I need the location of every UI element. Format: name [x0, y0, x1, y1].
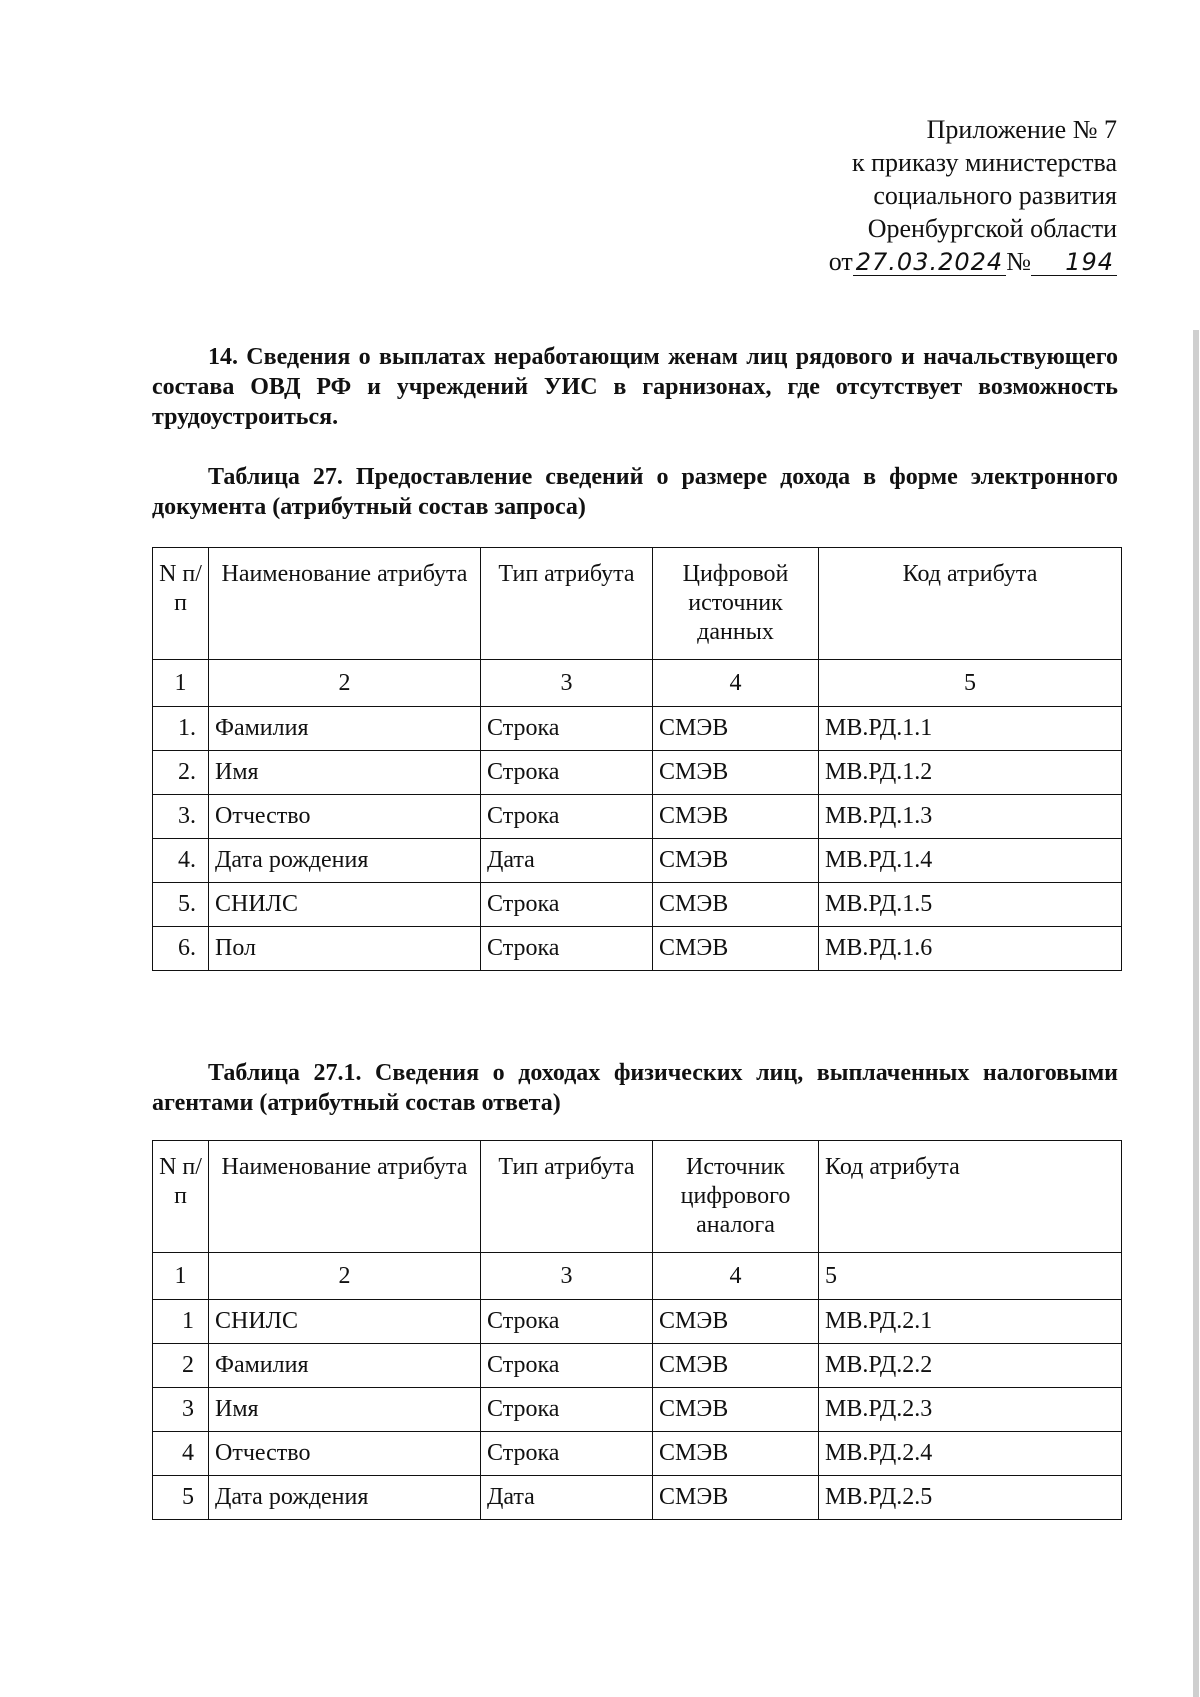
table-27-1-header-row	[153, 1141, 1122, 1253]
cell-attribute-name: Отчество	[209, 1432, 481, 1476]
column-number: 2	[209, 1253, 481, 1300]
cell-data-source: СМЭВ	[653, 1300, 819, 1344]
column-number: 5	[819, 660, 1122, 707]
cell-attribute-name: Пол	[209, 927, 481, 971]
cell-index: 1	[153, 1300, 209, 1344]
cell-data-source: СМЭВ	[653, 1432, 819, 1476]
from-prefix: от	[828, 247, 853, 276]
table-row	[153, 795, 1122, 839]
cell-data-source: СМЭВ	[653, 883, 819, 927]
cell-attribute-name: СНИЛС	[209, 883, 481, 927]
column-number: 1	[153, 1253, 209, 1300]
table-row	[153, 1344, 1122, 1388]
cell-data-source: СМЭВ	[653, 707, 819, 751]
cell-attribute-code: МВ.РД.1.3	[819, 795, 1122, 839]
cell-attribute-type: Строка	[481, 751, 653, 795]
table-row	[153, 1300, 1122, 1344]
table-row	[153, 1476, 1122, 1520]
cell-attribute-type: Строка	[481, 795, 653, 839]
table-27-column-numbers	[153, 660, 1122, 707]
cell-attribute-code: МВ.РД.2.4	[819, 1432, 1122, 1476]
cell-attribute-name: Дата рождения	[209, 1476, 481, 1520]
cell-index: 5.	[153, 883, 209, 927]
table-27-1-caption: Таблица 27.1. Сведения о доходах физических лиц, выплаченных налоговыми агентами (атрибутный состав ответа)	[152, 1060, 1118, 1116]
cell-attribute-type: Строка	[481, 1344, 653, 1388]
column-number: 5	[819, 1253, 1122, 1300]
table-row	[153, 927, 1122, 971]
section-heading: 14. Сведения о выплатах неработающим женам лиц рядового и начальствующего состава ОВД РФ и учреждений УИС в гарнизонах, где отсутствует возможность трудоустроиться.	[152, 344, 1118, 430]
appendix-line-2: к приказу министерства	[852, 148, 1117, 177]
cell-attribute-type: Строка	[481, 1388, 653, 1432]
cell-attribute-name: Дата рождения	[209, 839, 481, 883]
number-prefix: №	[1006, 247, 1031, 276]
column-number: 2	[209, 660, 481, 707]
header-cell: Тип атрибута	[481, 1141, 653, 1253]
cell-index: 1.	[153, 707, 209, 751]
cell-index: 6.	[153, 927, 209, 971]
column-number: 1	[153, 660, 209, 707]
cell-data-source: СМЭВ	[653, 1344, 819, 1388]
table-27	[152, 547, 1122, 971]
header-cell: Цифровой источник данных	[653, 548, 819, 660]
cell-index: 3.	[153, 795, 209, 839]
header-cell: Источник цифрового аналога	[653, 1141, 819, 1253]
cell-attribute-type: Строка	[481, 707, 653, 751]
cell-index: 4	[153, 1432, 209, 1476]
cell-attribute-type: Строка	[481, 1432, 653, 1476]
header-cell: N п/п	[153, 1141, 209, 1253]
cell-data-source: СМЭВ	[653, 751, 819, 795]
table-27-1	[152, 1140, 1122, 1520]
cell-attribute-name: Фамилия	[209, 707, 481, 751]
appendix-line-3: социального развития	[873, 181, 1117, 210]
cell-attribute-code: МВ.РД.1.2	[819, 751, 1122, 795]
cell-attribute-code: МВ.РД.1.5	[819, 883, 1122, 927]
cell-index: 2	[153, 1344, 209, 1388]
appendix-line-4: Оренбургской области	[867, 214, 1117, 243]
table-row	[153, 1432, 1122, 1476]
column-number: 4	[653, 1253, 819, 1300]
cell-attribute-code: МВ.РД.2.3	[819, 1388, 1122, 1432]
header-cell: N п/п	[153, 548, 209, 660]
handwritten-date: 27.03.2024	[853, 249, 1006, 276]
column-number: 4	[653, 660, 819, 707]
column-number: 3	[481, 660, 653, 707]
cell-attribute-code: МВ.РД.2.5	[819, 1476, 1122, 1520]
cell-data-source: СМЭВ	[653, 839, 819, 883]
table-row	[153, 1388, 1122, 1432]
cell-index: 5	[153, 1476, 209, 1520]
cell-attribute-name: Имя	[209, 751, 481, 795]
column-number: 3	[481, 1253, 653, 1300]
cell-attribute-name: Имя	[209, 1388, 481, 1432]
appendix-block	[829, 113, 1117, 278]
cell-attribute-code: МВ.РД.1.6	[819, 927, 1122, 971]
cell-attribute-type: Дата	[481, 1476, 653, 1520]
cell-attribute-code: МВ.РД.2.1	[819, 1300, 1122, 1344]
cell-attribute-code: МВ.РД.2.2	[819, 1344, 1122, 1388]
table-27-caption: Таблица 27. Предоставление сведений о размере дохода в форме электронного документа (атрибутный состав запроса)	[152, 464, 1118, 520]
header-cell: Наименование атрибута	[209, 1141, 481, 1253]
header-cell: Тип атрибута	[481, 548, 653, 660]
cell-attribute-name: СНИЛС	[209, 1300, 481, 1344]
table-row	[153, 883, 1122, 927]
appendix-line-1: Приложение № 7	[926, 115, 1117, 144]
table-row	[153, 751, 1122, 795]
cell-data-source: СМЭВ	[653, 1476, 819, 1520]
cell-attribute-name: Отчество	[209, 795, 481, 839]
table-27-header-row	[153, 548, 1122, 660]
header-cell: Код атрибута	[819, 1141, 1122, 1253]
cell-attribute-type: Строка	[481, 883, 653, 927]
cell-data-source: СМЭВ	[653, 927, 819, 971]
handwritten-number: 194	[1031, 249, 1117, 276]
table-row	[153, 707, 1122, 751]
cell-attribute-type: Строка	[481, 927, 653, 971]
cell-index: 2.	[153, 751, 209, 795]
cell-attribute-code: МВ.РД.1.4	[819, 839, 1122, 883]
cell-attribute-type: Строка	[481, 1300, 653, 1344]
order-date-number-line	[829, 245, 1117, 278]
cell-index: 3	[153, 1388, 209, 1432]
cell-data-source: СМЭВ	[653, 1388, 819, 1432]
cell-index: 4.	[153, 839, 209, 883]
cell-attribute-code: МВ.РД.1.1	[819, 707, 1122, 751]
header-cell: Наименование атрибута	[209, 548, 481, 660]
cell-attribute-name: Фамилия	[209, 1344, 481, 1388]
cell-attribute-type: Дата	[481, 839, 653, 883]
scan-edge	[1193, 330, 1199, 1697]
table-27-1-column-numbers	[153, 1253, 1122, 1300]
table-row	[153, 839, 1122, 883]
cell-data-source: СМЭВ	[653, 795, 819, 839]
header-cell: Код атрибута	[819, 548, 1122, 660]
